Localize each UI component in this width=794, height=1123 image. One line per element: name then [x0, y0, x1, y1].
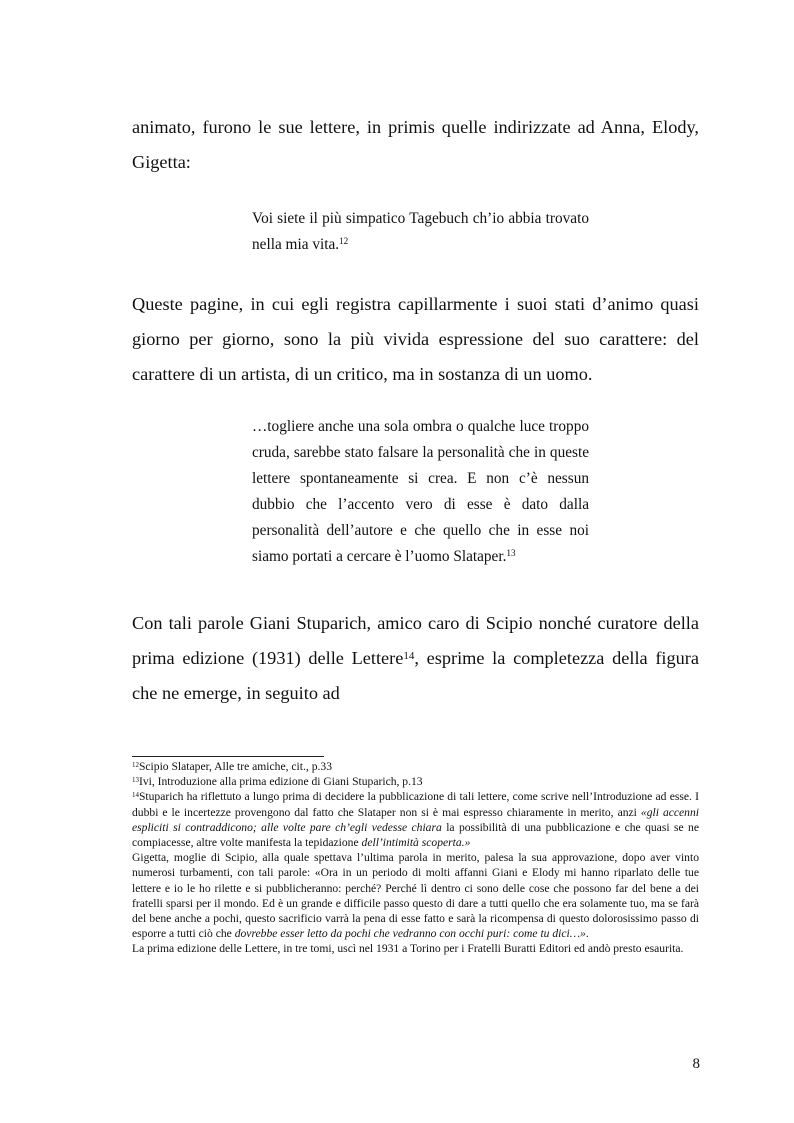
- footnote-14: [132, 789, 699, 850]
- block-quote-1: [252, 206, 589, 258]
- footnote-12-number: 12: [132, 760, 139, 769]
- paragraph-1: [132, 110, 699, 180]
- footnote-ref-13: 13: [506, 548, 516, 559]
- footnote-gigetta-italic: dovrebbe esser letto da pochi che vedranno con occhi puri: come tu dici…»: [234, 927, 586, 941]
- footnote-edizione: [132, 941, 699, 956]
- footnote-ref-14: 14: [403, 649, 415, 662]
- paragraph-1-text: animato, furono le sue lettere, in primis quelle indirizzate ad Anna, Elody, Gigetta:: [132, 117, 699, 172]
- footnote-separator: [132, 756, 324, 757]
- footnote-14-italic-a: «gli accenni espliciti si contraddicono; alle volte pare ch’egli vedesse chiara: [132, 805, 699, 834]
- footnote-12: [132, 759, 699, 774]
- page-number: 8: [692, 1056, 700, 1072]
- paragraph-2: [132, 287, 699, 392]
- footnote-14-text-a: Stuparich ha riflettuto a lungo prima di decidere la pubblicazione di tali lettere, come scrive nell’Introduzione ad esse. I dubbi e le incertezze provengono dal fatto che Slataper non si è mai espresso chiaramente in merito, anzi: [132, 790, 699, 819]
- paragraph-3: [132, 606, 699, 711]
- quote-1-text: Voi siete il più simpatico Tagebuch ch’io abbia trovato nella mia vita.: [252, 210, 589, 253]
- block-quote-2: [252, 414, 589, 570]
- footnote-edizione-text: La prima edizione delle Lettere, in tre tomi, uscì nel 1931 a Torino per i Fratelli Buratti Editori ed andò presto esaurita.: [132, 942, 684, 956]
- footnote-13-text: Ivi, Introduzione alla prima edizione di Giani Stuparich, p.13: [138, 775, 423, 789]
- footnote-gigetta-text: Gigetta, moglie di Scipio, alla quale spettava l’ultima parola in merito, palesa la sua approvazione, dopo aver vinto numerosi turbamenti, con tali parole: «Ora in un periodo di molti affanni Giani e Elody mi hanno riparlato delle tue lettere e io le ho rilette e si pubblicheranno: perché? Perché lì dentro ci sono delle cose che possono far del bene a dei fratelli sparsi per il mondo. Ed è un grande e difficile passo questo di dare a tutti quello che era solamente tuo, ma se farà del bene anche a pochi, questo sacrificio varrà la pena di esse fatto e sarà la ricompensa di questo dolorosissimo passo di esporre a tutti ciò che: [132, 851, 699, 941]
- quote-2-text: …togliere anche una sola ombra o qualche luce troppo cruda, sarebbe stato falsare la personalità che in queste lettere spontaneamente si crea. E non c’è nessun dubbio che l’accento vero di esse è dato dalla personalità dell’autore e che quello che in esse noi siamo portati a cercare è l’uomo Slataper.: [252, 418, 589, 565]
- footnote-gigetta-end: .: [585, 927, 589, 941]
- paragraph-2-text: Queste pagine, in cui egli registra capillarmente i suoi stati d’animo quasi giorno per giorno, sono la più vivida espressione del suo carattere: del carattere di un artista, di un critico, ma in sostanza di un uomo.: [132, 294, 699, 384]
- footnote-14-italic-b: dell’intimità scoperta.»: [361, 836, 471, 850]
- footnote-13: [132, 774, 699, 789]
- footnote-14-number: 14: [132, 790, 139, 799]
- footnote-13-number: 13: [132, 775, 139, 784]
- footnote-ref-12: 12: [339, 236, 349, 247]
- footnotes: [132, 759, 699, 957]
- footnote-12-text: Scipio Slataper, Alle tre amiche, cit., p.33: [138, 760, 332, 773]
- paragraph-3-text-a: Con tali parole Giani Stuparich, amico caro di Scipio nonché curatore della prima edizione (1931) delle Lettere: [132, 613, 699, 668]
- footnote-gigetta: [132, 850, 699, 941]
- paragraph-3-text-b: , esprime la completezza della figura che ne emerge, in seguito ad: [132, 648, 699, 703]
- footnote-14-text-b: la possibilità di una pubblicazione e che quasi se ne compiacesse, altre volte manifesta la tepidazione: [132, 820, 699, 850]
